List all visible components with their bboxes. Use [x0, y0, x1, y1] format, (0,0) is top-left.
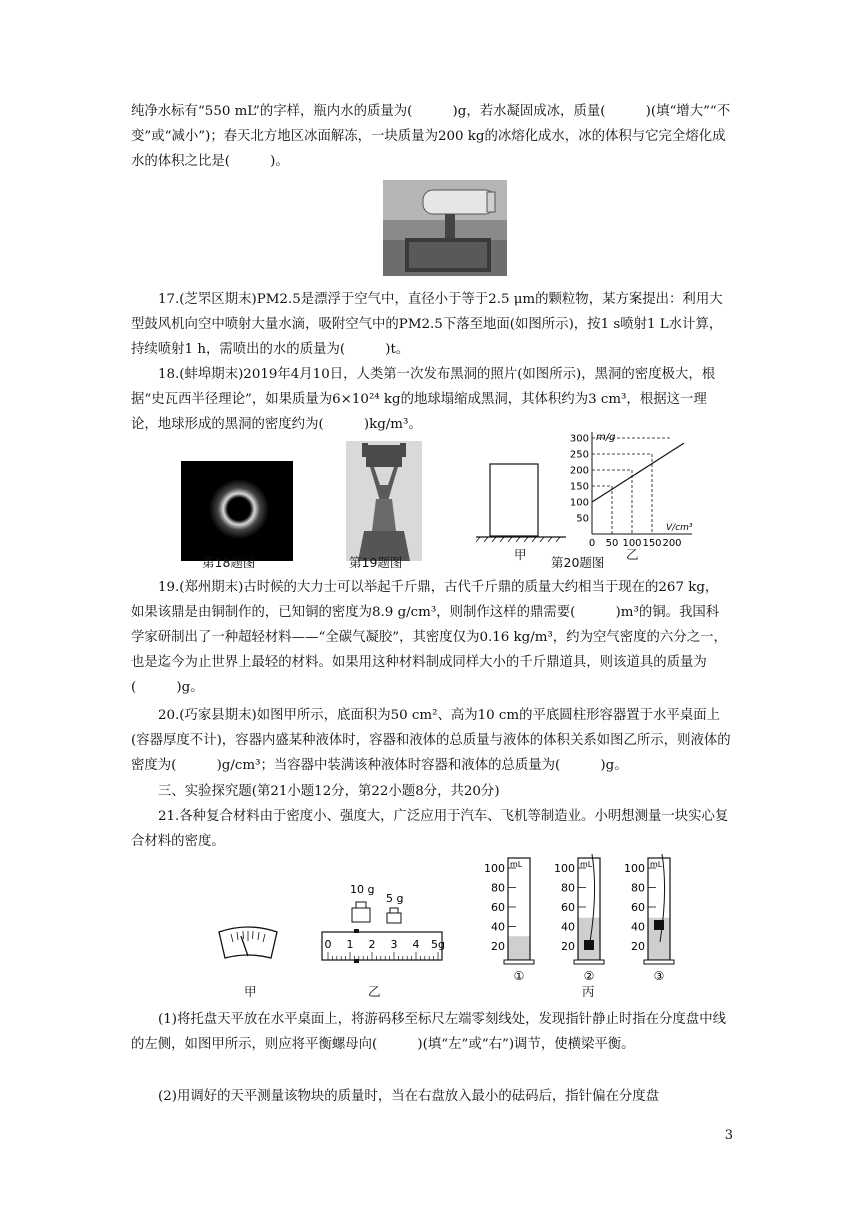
y-tick-label: 100 [569, 497, 589, 509]
page-number: 3 [724, 1128, 733, 1143]
fig21-bing-label: 丙 [582, 984, 595, 999]
fig20-jia-label: 甲 [514, 547, 527, 562]
fog-cannon-photo [383, 180, 507, 276]
cylinder-tick-label: 80 [491, 881, 505, 895]
ruler-label: 4 [412, 938, 420, 951]
black-hole-image [181, 461, 293, 561]
question-21: 21.各种复合材料由于密度小、强度大，广泛应用于汽车、飞机等制造业。小明想测量一块实心复合材料的密度。 [131, 809, 729, 849]
weight-10g-label: 10 g [350, 883, 375, 896]
weights-and-ruler [318, 880, 446, 966]
ruler-label: 1 [346, 938, 354, 951]
cylinder-tick-label: 100 [624, 862, 645, 875]
mass-volume-graph [560, 428, 710, 554]
y-axis-label: m/g [596, 432, 616, 443]
fig18-caption: 第18题图 [202, 555, 256, 570]
balance-dial [215, 924, 281, 962]
ruler-label: 0 [324, 938, 332, 951]
cylinder-tick-label: 80 [561, 881, 575, 895]
cylinder-2 [554, 854, 604, 982]
x-tick-label: 50 [605, 538, 619, 549]
cylinder-tick-label: 40 [491, 920, 505, 934]
sample-block [584, 940, 594, 950]
cylinder-tick-label: 80 [631, 881, 645, 895]
y-tick-label: 50 [576, 513, 589, 525]
cylinder-unit: mL [650, 860, 663, 869]
cylinder-tick-label: 100 [484, 862, 505, 875]
ruler-label: 5g [431, 938, 445, 951]
cylinder-tick-label: 20 [491, 940, 505, 953]
cylinder-label: ① [513, 969, 525, 982]
x-tick-label: 100 [622, 538, 642, 549]
cylinder-tick-label: 20 [561, 940, 575, 953]
cylinder-tick-label: 20 [631, 940, 645, 953]
y-tick-label: 150 [569, 481, 589, 493]
cylinder-tick-label: 60 [631, 901, 645, 914]
y-tick-label: 300 [569, 433, 589, 445]
cylinder-unit: mL [510, 860, 523, 869]
cylinder-base [574, 960, 604, 964]
fig20-yi-label: 乙 [626, 547, 639, 562]
cylinder-3 [624, 854, 674, 982]
x-tick-label: 0 [588, 538, 596, 549]
strongman-statue-image [346, 441, 422, 561]
y-tick-label: 250 [569, 449, 589, 461]
question-20: 20.(巧家县期末)如图甲所示，底面积为50 cm²、高为10 cm的平底圆柱形容器置于水平桌面上(容器厚度不计)，容器内盛某种液体时，容器和液体的总质量与液体的体积关系如图乙所示，则液体的密度为( )g/cm³；当容器中装满该种液体时容器和液体的总质量为( )g。 [131, 708, 731, 773]
question-21-part1: (1)将托盘天平放在水平桌面上，将游码移至标尺左端零刻线处，发现指针静止时指在分度盘中线的左侧，如图甲所示，则应将平衡螺母向( )(填“左”或“右”)调节，使横梁平衡。 [131, 1012, 726, 1052]
cylinder-unit: mL [580, 860, 593, 869]
x-tick-label: 150 [642, 538, 662, 549]
fig20-caption: 第20题图 [551, 555, 605, 570]
cylinder-tick-label: 60 [561, 901, 575, 914]
weight-5g-label: 5 g [386, 892, 404, 905]
fig19-caption: 第19题图 [349, 555, 403, 570]
cylinder-tick-label: 60 [491, 901, 505, 914]
cylinder-label: ② [583, 969, 595, 982]
series-line-extension [672, 443, 684, 451]
ruler-label: 2 [368, 938, 376, 951]
question-21-part2: (2)用调好的天平测量该物块的质量时，当在右盘放入最小的砝码后，指针偏在分度盘 [158, 1089, 660, 1104]
x-tick-label: 200 [662, 538, 682, 549]
container-diagram [476, 462, 566, 548]
cylinder-1 [484, 858, 534, 982]
fig21-yi-label: 乙 [368, 984, 381, 999]
ruler-label: 3 [390, 938, 398, 951]
question-16-tail: 纯净水标有“550 mL”的字样，瓶内水的质量为( )g，若水凝固成冰，质量( )(填“增大”“不变”或“减小”)；春天北方地区冰面解冻，一块质量为200 kg的冰熔化成水，冰的体积与它完全熔化成水的体积之比是( )。 [131, 104, 731, 169]
question-19: 19.(郑州期末)古时候的大力士可以举起千斤鼎，古代千斤鼎的质量大约相当于现在的267 kg，如果该鼎是由铜制作的，已知铜的密度为8.9 g/cm³，则制作这样的鼎需要( )m³的铜。我国科学家研制出了一种超轻材料——“全碳气凝胶”，其密度仅为0.16 kg/m³，约为空气密度的六分之一，也是迄今为止世界上最轻的材料。如果用这种材料制成同样大小的千斤鼎道具，则该道具的质量为( )g。 [131, 580, 727, 695]
series-line [592, 451, 672, 502]
x-axis-label: V/cm³ [666, 523, 693, 533]
sample-block [654, 920, 664, 930]
cylinder-label: ③ [653, 969, 665, 982]
cylinder-tick-label: 40 [561, 920, 575, 934]
mass-volume-chart-svg [560, 428, 710, 554]
section-3-heading: 三、实验探究题(第21小题12分，第22小题8分，共20分) [158, 784, 500, 799]
cylinder-tick-label: 100 [554, 862, 575, 875]
graduated-cylinders [484, 852, 680, 982]
cylinder-base [644, 960, 674, 964]
question-17: 17.(芝罘区期末)PM2.5是漂浮于空气中，直径小于等于2.5 μm的颗粒物，某方案提出：利用大型鼓风机向空中喷射大量水滴，吸附空气中的PM2.5下落至地面(如图所示)，按1 s喷射1 L水计算，持续喷射1 h，需喷出的水的质量为( )t。 [131, 292, 723, 357]
fig21-jia-label: 甲 [244, 984, 257, 999]
cylinder-tick-label: 40 [631, 920, 645, 934]
question-18: 18.(蚌埠期末)2019年4月10日，人类第一次发布黑洞的照片(如图所示)，黑洞的密度极大，根据“史瓦西半径理论”，如果质量为6×10²⁴ kg的地球塌缩成黑洞，其体积约为3 cm³，根据这一理论，地球形成的黑洞的密度约为( )kg/m³。 [131, 367, 716, 432]
y-tick-label: 200 [569, 465, 589, 477]
cylinder-liquid [508, 936, 530, 960]
cylinder-base [504, 960, 534, 964]
cylinder-liquid [578, 918, 600, 960]
